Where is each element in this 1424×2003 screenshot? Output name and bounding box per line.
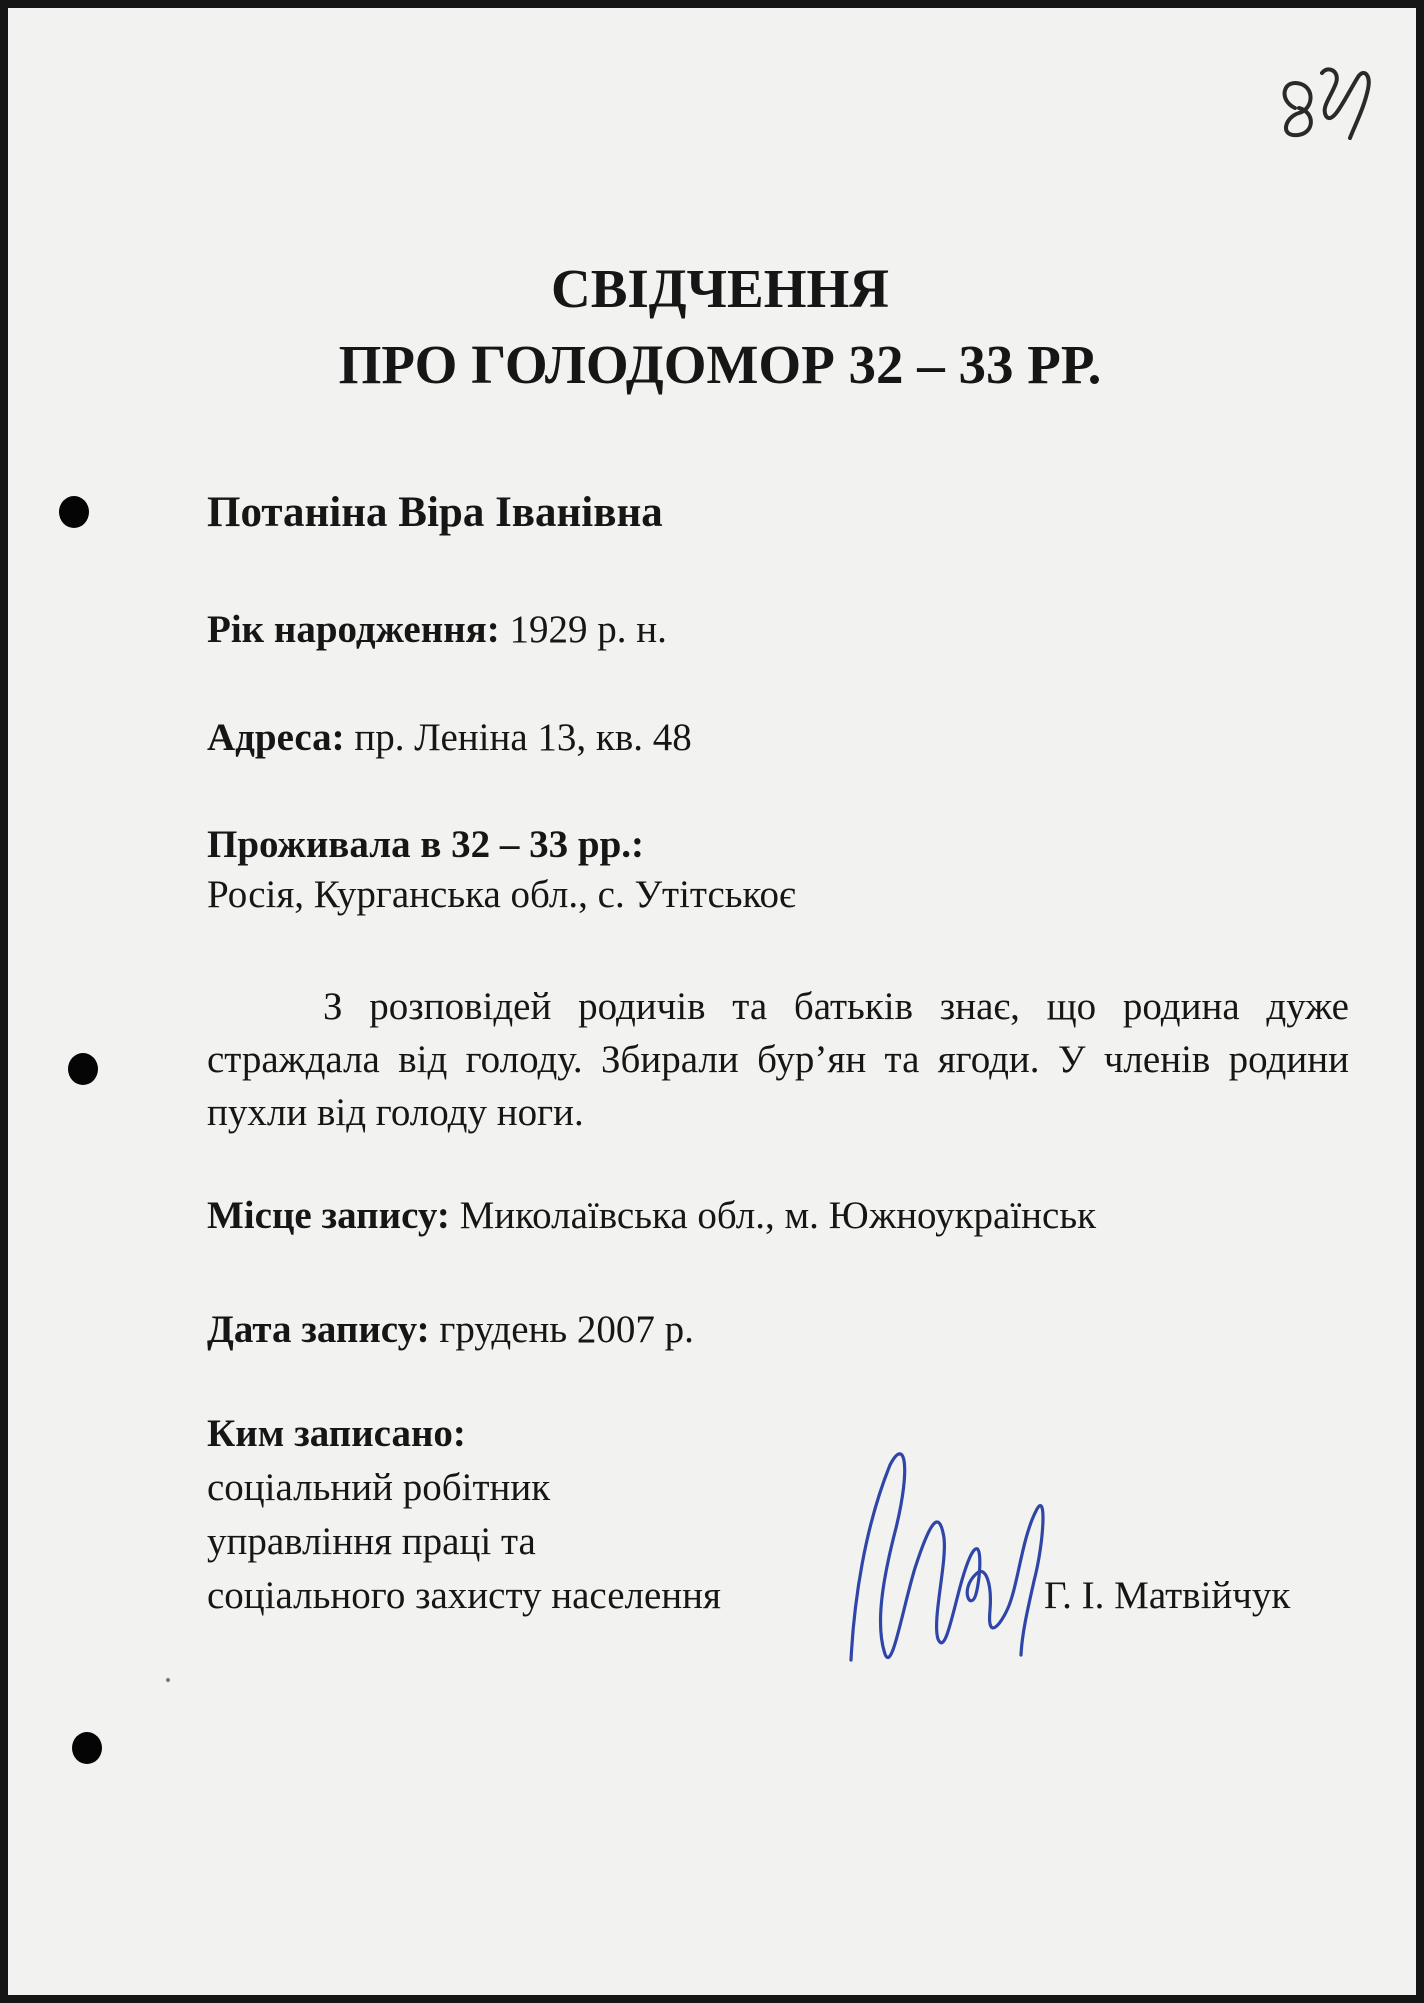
record-place-label: Місце запису:: [207, 1194, 450, 1237]
page-number-handwritten: [1270, 50, 1390, 140]
recorder-name: Г. І. Матвійчук: [1044, 1574, 1291, 1617]
record-date-value: грудень 2007 р.: [439, 1308, 694, 1351]
document-title: СВІДЧЕННЯ: [551, 258, 889, 319]
birth-row: [207, 606, 667, 654]
handwritten-signature: [838, 1440, 1063, 1680]
record-date-row: [207, 1306, 694, 1354]
recorder-position-line: управління праці та: [207, 1520, 536, 1563]
recorded-by-label: Ким записано:: [207, 1412, 466, 1455]
residence-label: Проживала в 32 – 33 рр.:: [207, 823, 645, 866]
address-row: [207, 714, 692, 762]
record-place-row: [207, 1192, 1096, 1240]
record-place-value: Миколаївська обл., м. Южноукраїнськ: [459, 1194, 1097, 1237]
address-label: Адреса:: [207, 716, 345, 759]
residence-value: Росія, Курганська обл., с. Утітськоє: [207, 873, 796, 916]
recorder-position-line: соціальний робітник: [207, 1466, 551, 1509]
recorder-position-line: соціального захисту населення: [207, 1574, 721, 1617]
person-name: Потаніна Віра Іванівна: [207, 489, 663, 536]
document-subtitle: ПРО ГОЛОДОМОР 32 – 33 РР.: [338, 334, 1102, 395]
record-date-label: Дата запису:: [207, 1308, 430, 1351]
birth-value: 1929 р. н.: [509, 608, 667, 651]
address-value: пр. Леніна 13, кв. 48: [354, 716, 692, 759]
document-page: [8, 8, 1416, 1995]
punch-hole: [72, 1732, 102, 1764]
paper-speck: [166, 1678, 170, 1682]
punch-hole: [59, 496, 89, 528]
punch-hole: [68, 1053, 98, 1085]
testimony-text: З розповідей родичів та батьків знає, що родина дуже страждала від голоду. Збирали бур’ян та ягоди. У членів родини пухли від голоду ноги.: [207, 985, 1349, 1134]
birth-label: Рік народження:: [207, 608, 500, 651]
